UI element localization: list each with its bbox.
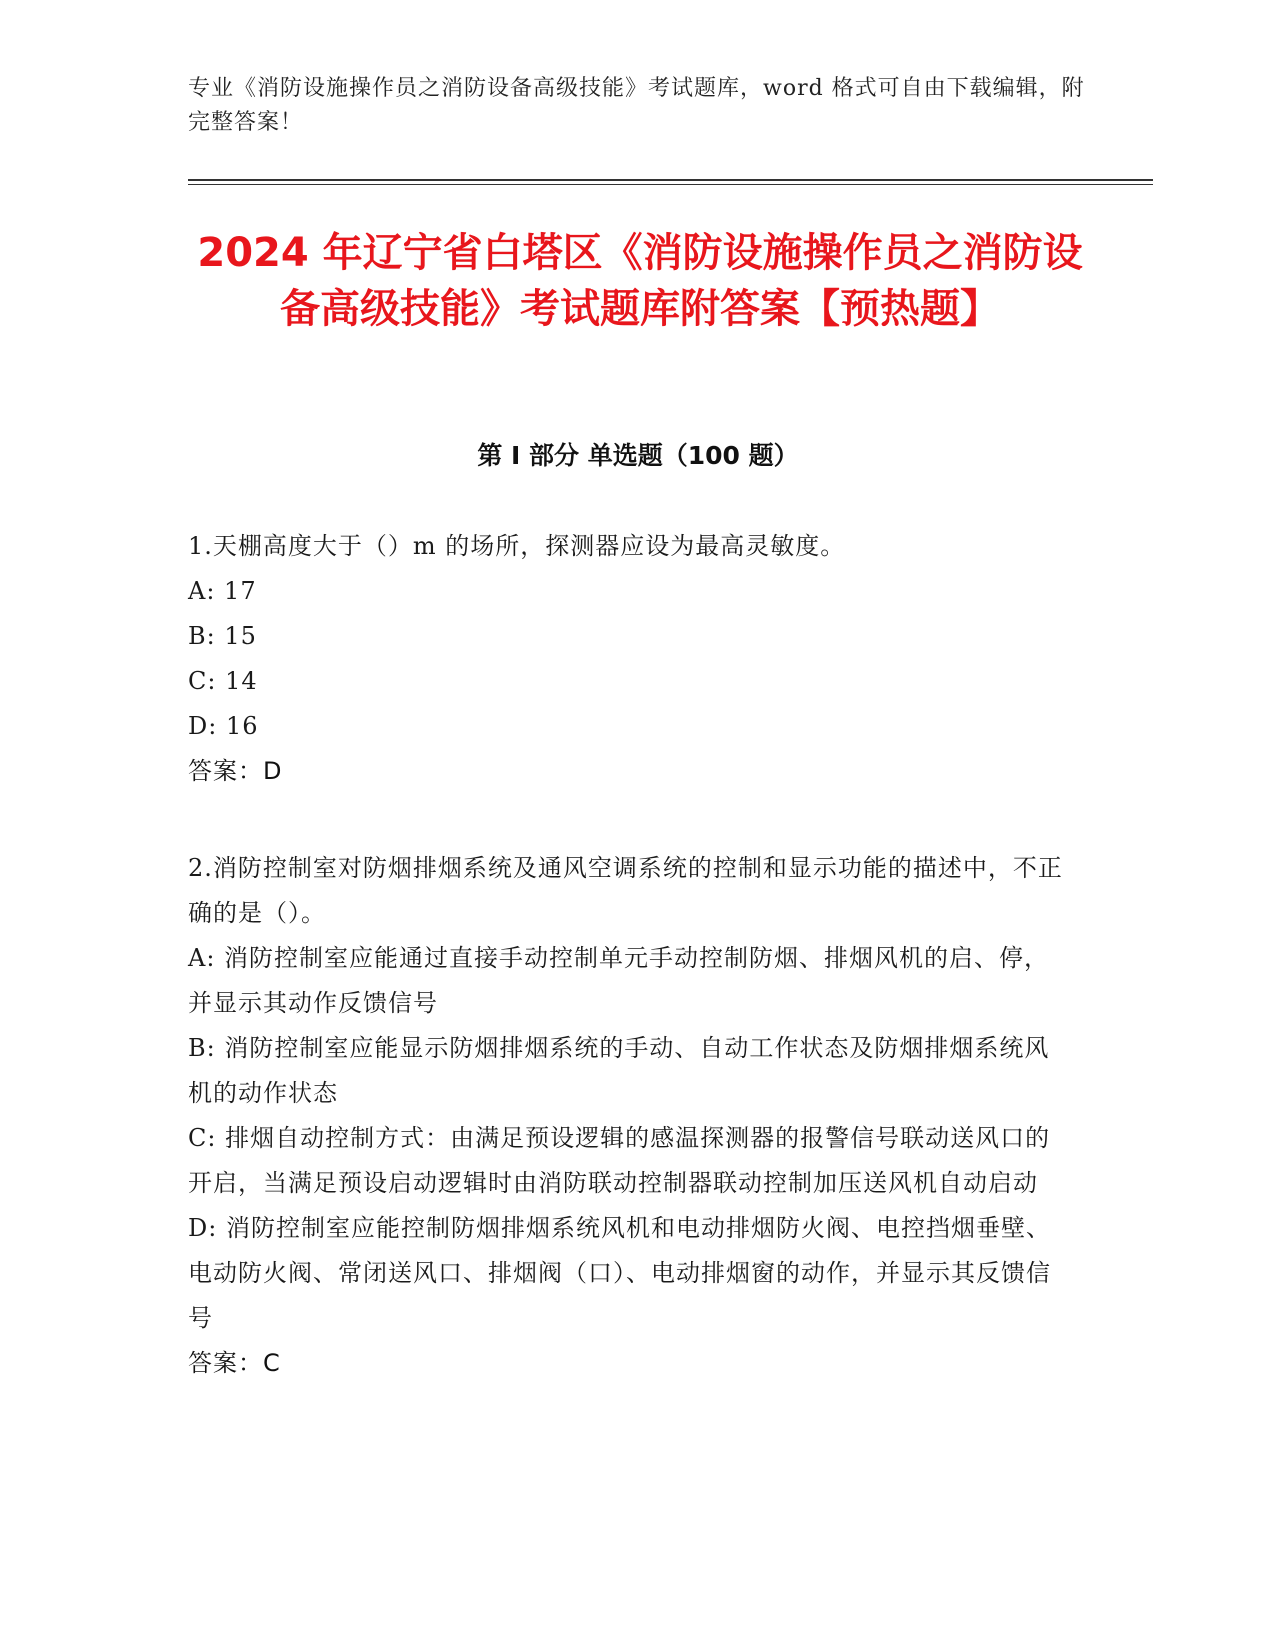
option-b: B: 消防控制室应能显示防烟排烟系统的手动、自动工作状态及防烟排烟系统风机的动作状态 — [188, 1034, 1050, 1107]
option-d: D: 16 — [188, 712, 259, 740]
header-note: 专业《消防设施操作员之消防设备高级技能》考试题库，word 格式可自由下载编辑，附完整答案！ — [188, 76, 1085, 135]
header-divider-thick — [188, 179, 1153, 181]
option-c: C: 排烟自动控制方式：由满足预设逻辑的感温探测器的报警信号联动送风口的开启，当满足预设启动逻辑时由消防联动控制器联动控制加压送风机自动启动 — [188, 1124, 1051, 1197]
document-title: 2024 年辽宁省白塔区《消防设施操作员之消防设备高级技能》考试题库附答案【预热题】 — [197, 230, 1083, 332]
option-b: B: 15 — [188, 622, 257, 650]
answer: 答案：D — [188, 757, 283, 785]
section-heading: 第 I 部分 单选题（100 题） — [477, 441, 799, 470]
question-2 — [188, 846, 1068, 1386]
option-c: C: 14 — [188, 667, 258, 695]
answer: 答案：C — [188, 1349, 281, 1377]
option-d: D: 消防控制室应能控制防烟排烟系统风机和电动排烟防火阀、电控挡烟垂壁、电动防火阀、常闭送风口、排烟阀（口）、电动排烟窗的动作，并显示其反馈信号 — [188, 1214, 1051, 1332]
option-a: A: 消防控制室应能通过直接手动控制单元手动控制防烟、排烟风机的启、停，并显示其动作反馈信号 — [188, 944, 1050, 1017]
question-1 — [188, 524, 1068, 794]
header-divider-thin — [188, 184, 1153, 185]
question-stem: 1.天棚高度大于（）m 的场所，探测器应设为最高灵敏度。 — [188, 532, 846, 560]
option-a: A: 17 — [188, 577, 257, 605]
question-stem: 2.消防控制室对防烟排烟系统及通风空调系统的控制和显示功能的描述中，不正确的是（）。 — [188, 854, 1063, 927]
